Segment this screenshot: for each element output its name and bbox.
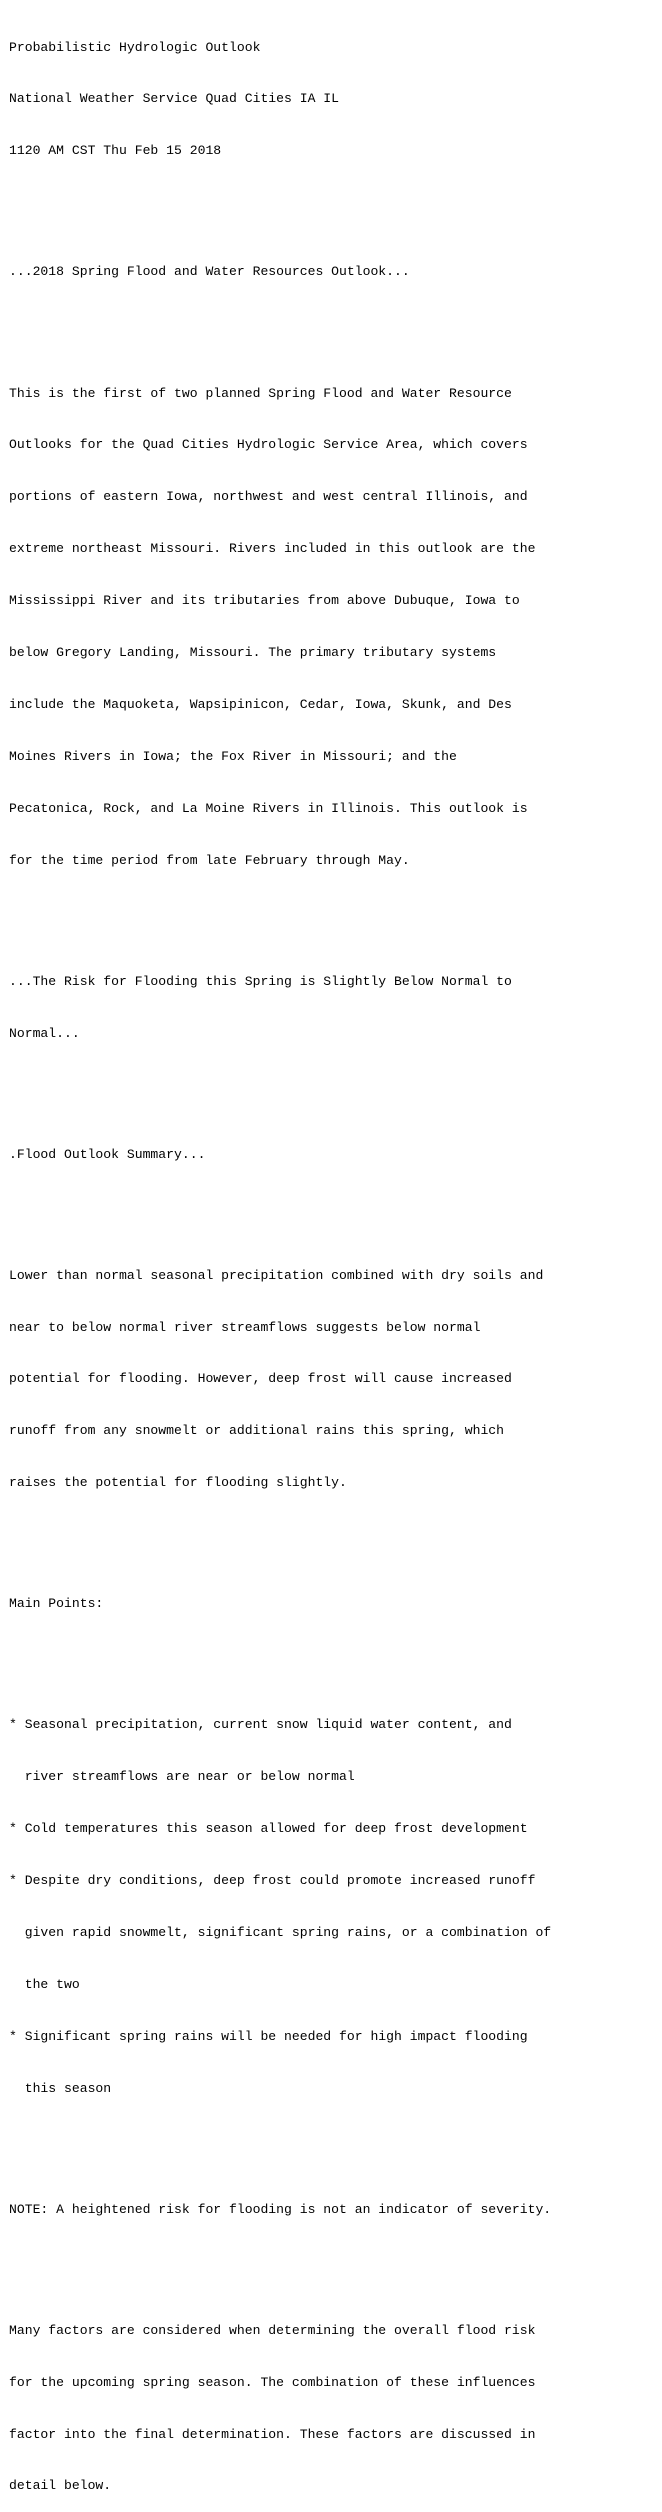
- factors-line: Many factors are considered when determining the overall flood risk: [9, 2322, 536, 2338]
- summary-line: raises the potential for flooding slightly.: [9, 1475, 347, 1491]
- main-point-line: * Seasonal precipitation, current snow liquid water content, and: [9, 1717, 512, 1733]
- intro-line: Mississippi River and its tributaries from above Dubuque, Iowa to: [9, 593, 520, 609]
- spacer: [9, 194, 662, 211]
- main-point-line: river streamflows are near or below normal: [9, 1769, 355, 1785]
- intro-line: Moines Rivers in Iowa; the Fox River in Missouri; and the: [9, 748, 457, 764]
- main-point-line: the two: [9, 1976, 80, 1992]
- issuing-office: National Weather Service Quad Cities IA IL: [9, 91, 340, 107]
- summary-line: Lower than normal seasonal precipitation combined with dry soils and: [9, 1267, 544, 1283]
- intro-line: extreme northeast Missouri. Rivers included in this outlook are the: [9, 541, 536, 557]
- outlook-headline: ...2018 Spring Flood and Water Resources Outlook...: [9, 264, 410, 280]
- main-point-line: this season: [9, 2080, 112, 2096]
- summary-line: potential for flooding. However, deep frost will cause increased: [9, 1371, 512, 1387]
- issue-time: 1120 AM CST Thu Feb 15 2018: [9, 143, 222, 159]
- spacer: [9, 1647, 662, 1664]
- product-title: Probabilistic Hydrologic Outlook: [9, 39, 261, 55]
- main-point-line: * Despite dry conditions, deep frost could promote increased runoff: [9, 1873, 536, 1889]
- intro-line: for the time period from late February through May.: [9, 852, 410, 868]
- intro-line: below Gregory Landing, Missouri. The primary tributary systems: [9, 644, 497, 660]
- summary-line: runoff from any snowmelt or additional rains this spring, which: [9, 1423, 505, 1439]
- intro-line: Outlooks for the Quad Cities Hydrologic Service Area, which covers: [9, 437, 528, 453]
- risk-headline-line: Normal...: [9, 1025, 80, 1041]
- intro-line: include the Maquoketa, Wapsipinicon, Cedar, Iowa, Skunk, and Des: [9, 696, 512, 712]
- main-point-line: given rapid snowmelt, significant spring rains, or a combination of: [9, 1924, 552, 1940]
- factors-line: factor into the final determination. These factors are discussed in: [9, 2426, 536, 2442]
- spacer: [9, 2132, 662, 2149]
- main-point-line: * Significant spring rains will be needed for high impact flooding: [9, 2028, 528, 2044]
- spacer: [9, 1526, 662, 1543]
- spacer: [9, 315, 662, 332]
- risk-headline-line: ...The Risk for Flooding this Spring is Slightly Below Normal to: [9, 973, 512, 989]
- summary-line: near to below normal river streamflows suggests below normal: [9, 1319, 481, 1335]
- intro-line: Pecatonica, Rock, and La Moine Rivers in Illinois. This outlook is: [9, 800, 528, 816]
- severity-note: NOTE: A heightened risk for flooding is not an indicator of severity.: [9, 2201, 552, 2217]
- spacer: [9, 2253, 662, 2270]
- main-point-line: * Cold temperatures this season allowed for deep frost development: [9, 1821, 528, 1837]
- main-points-heading: Main Points:: [9, 1596, 104, 1612]
- spacer: [9, 903, 662, 920]
- intro-line: This is the first of two planned Spring Flood and Water Resource: [9, 385, 512, 401]
- factors-line: detail below.: [9, 2478, 112, 2494]
- factors-line: for the upcoming spring season. The combination of these influences: [9, 2374, 536, 2390]
- spacer: [9, 1076, 662, 1093]
- intro-line: portions of eastern Iowa, northwest and west central Illinois, and: [9, 489, 528, 505]
- spacer: [9, 1197, 662, 1214]
- summary-heading: .Flood Outlook Summary...: [9, 1146, 206, 1162]
